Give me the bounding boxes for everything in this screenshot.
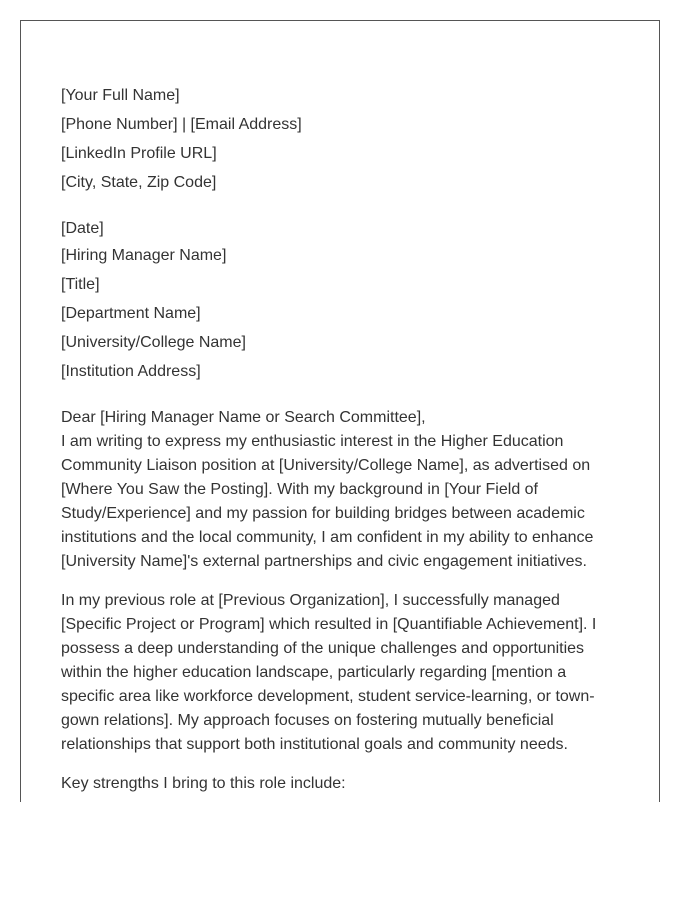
letter-content [61,81,606,796]
salutation: Dear [Hiring Manager Name or Search Committee], [61,409,426,426]
sender-full-name: [Your Full Name] [61,87,180,104]
letter-page [20,20,660,802]
sender-contact: [Phone Number] | [Email Address] [61,116,302,133]
sender-block [61,81,606,197]
recipient-title: [Title] [61,276,100,293]
recipient-address: [Institution Address] [61,363,201,380]
recipient-institution: [University/College Name] [61,334,246,351]
recipient-block [61,217,606,386]
strengths-intro: Key strengths I bring to this role include: [61,775,346,792]
body-paragraph-1: I am writing to express my enthusiastic interest in the Higher Education Community Liaison position at [University/College Name], as advertised on [Where You Saw the Posting]. With my background in [Your Field of Study/Experience] and my passion for building bridges between academic institutions and the local community, I am confident in my ability to enhance [University Name]'s external partnerships and civic engagement initiatives. [61,433,594,570]
recipient-department: [Department Name] [61,305,201,322]
body-paragraph-2: In my previous role at [Previous Organization], I successfully managed [Specific Project or Program] which resulted in [Quantifiable Achievement]. I possess a deep understanding of the unique challenges and opportunities within the higher education landscape, particularly regarding [mention a specific area like workforce development, student service-learning, or town-gown relations]. My approach focuses on fostering mutually beneficial relationships that support both institutional goals and community needs. [61,592,597,753]
sender-linkedin: [LinkedIn Profile URL] [61,145,217,162]
sender-location: [City, State, Zip Code] [61,174,217,191]
recipient-manager-name: [Hiring Manager Name] [61,247,227,264]
letter-date: [Date] [61,220,104,237]
letter-body [61,430,606,757]
